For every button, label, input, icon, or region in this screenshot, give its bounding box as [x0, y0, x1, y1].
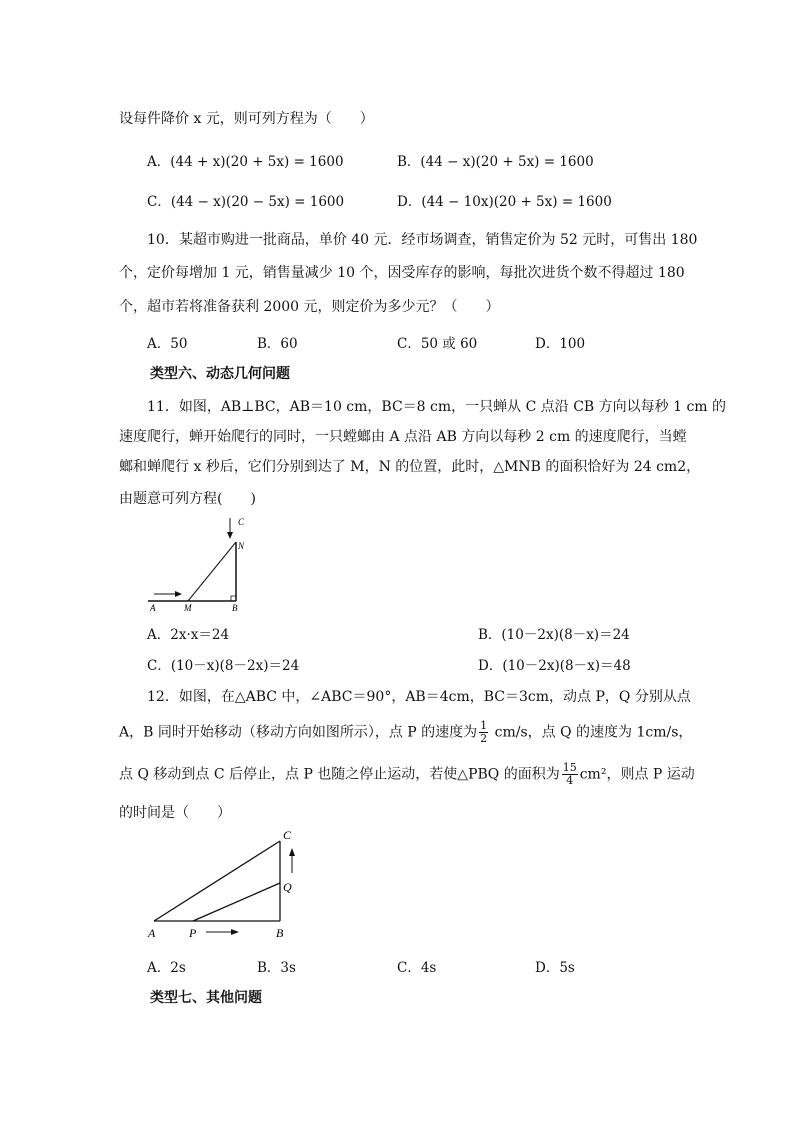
- q12-arrow-pb-head: [231, 929, 239, 935]
- q11-option-c: C．(10－x)(8－2x)＝24: [147, 658, 300, 674]
- q12-line-4: 的时间是（ ）: [119, 805, 231, 821]
- q12-line-3: [119, 762, 695, 787]
- q12-option-a: A．2s: [147, 960, 186, 976]
- q10-line-2: 个，定价每增加 1 元，销售量减少 10 个，因受库存的影响，每批次进货个数不得超过 180: [119, 265, 685, 281]
- q9-option-d: D．(44 − 10x)(20 + 5x) = 1600: [397, 194, 612, 210]
- q9-option-c: C．(44 − x)(20 − 5x) = 1600: [147, 194, 345, 210]
- q12-figure: [140, 825, 310, 943]
- q12-area-denominator: 4: [566, 774, 574, 787]
- q11-option-b: B．(10－2x)(8－x)＝24: [478, 627, 630, 643]
- q11-label-m: M: [184, 603, 192, 613]
- q11-arrow-ab-head: [175, 591, 182, 597]
- q12-label-p: P: [189, 926, 197, 940]
- q12-area-fraction: [562, 762, 578, 787]
- q12-line-2: [119, 720, 692, 745]
- q12-speed-fraction: [479, 720, 488, 745]
- q12-line-3-text-a: 点 Q 移动到点 C 后停止，点 P 也随之停止运动，若使△PBQ 的面积为: [119, 766, 560, 783]
- q11-label-n: N: [238, 541, 245, 551]
- q11-figure: [140, 512, 250, 614]
- section-heading-6: 类型六、动态几何问题: [150, 366, 290, 382]
- q11-label-b: B: [232, 603, 238, 613]
- q10-line-3: 个，超市若将准备获利 2000 元，则定价为多少元？（ ）: [119, 299, 500, 315]
- q11-line-1: 11．如图，AB⊥BC，AB＝10 cm，BC＝8 cm，一只蝉从 C 点沿 CB 方向以每秒 1 cm 的: [147, 399, 727, 415]
- q11-label-c: C: [238, 517, 245, 527]
- q12-line-2-text-b: cm/s，点 Q 的速度为 1cm/s，: [490, 724, 693, 741]
- q12-option-b: B．3s: [257, 960, 296, 976]
- q12-label-c: C: [283, 828, 292, 842]
- q9-option-a: A．(44 + x)(20 + 5x) = 1600: [147, 154, 344, 170]
- q9-option-b: B．(44 − x)(20 + 5x) = 1600: [397, 154, 594, 170]
- q10-option-b: B．60: [257, 336, 298, 352]
- q12-segment-ac: [154, 841, 280, 921]
- q12-option-d: D．5s: [535, 960, 575, 976]
- section-heading-7: 类型七、其他问题: [150, 990, 262, 1006]
- q10-option-d: D．100: [535, 336, 586, 352]
- q12-arrow-qc-head: [289, 848, 295, 856]
- q12-speed-numerator: 1: [480, 719, 488, 732]
- q11-line-3: 螂和蝉爬行 x 秒后，它们分别到达了 M，N 的位置，此时，△MNB 的面积恰好为 24 cm2，: [119, 459, 701, 475]
- q11-arrow-cb-head: [227, 532, 233, 539]
- q12-label-a: A: [148, 926, 156, 940]
- q12-line-1: 12．如图，在△ABC 中，∠ABC＝90°，AB＝4cm，BC＝3cm，动点 P，Q 分别从点: [147, 689, 691, 705]
- q11-option-a: A．2x·x＝24: [147, 627, 230, 643]
- q11-option-d: D．(10－2x)(8－x)＝48: [478, 658, 631, 674]
- q11-label-a: A: [150, 603, 156, 613]
- q12-line-2-text-a: A，B 同时开始移动（移动方向如图所示），点 P 的速度为: [119, 724, 478, 741]
- q11-segment-mn: [188, 542, 236, 601]
- q10-option-c: C．50 或 60: [397, 336, 478, 352]
- q12-label-b: B: [276, 926, 284, 940]
- q12-speed-denominator: 2: [480, 732, 488, 745]
- q12-label-q: Q: [283, 880, 292, 894]
- q11-line-4: 由题意可列方程( ): [119, 491, 256, 507]
- q10-option-a: A．50: [147, 336, 188, 352]
- q10-line-1: 10．某超市购进一批商品，单价 40 元．经市场调查，销售定价为 52 元时，可售出 180: [147, 232, 698, 248]
- q11-line-2: 速度爬行，蝉开始爬行的同时，一只螳螂由 A 点沿 AB 方向以每秒 2 cm 的速度爬行，当螳: [119, 429, 687, 445]
- q12-line-3-text-b: cm²，则点 P 运动: [579, 766, 695, 783]
- q9-prompt-tail: 设每件降价 x 元，则可列方程为（ ）: [119, 111, 374, 127]
- q12-option-c: C．4s: [397, 960, 437, 976]
- q12-area-numerator: 15: [562, 761, 577, 774]
